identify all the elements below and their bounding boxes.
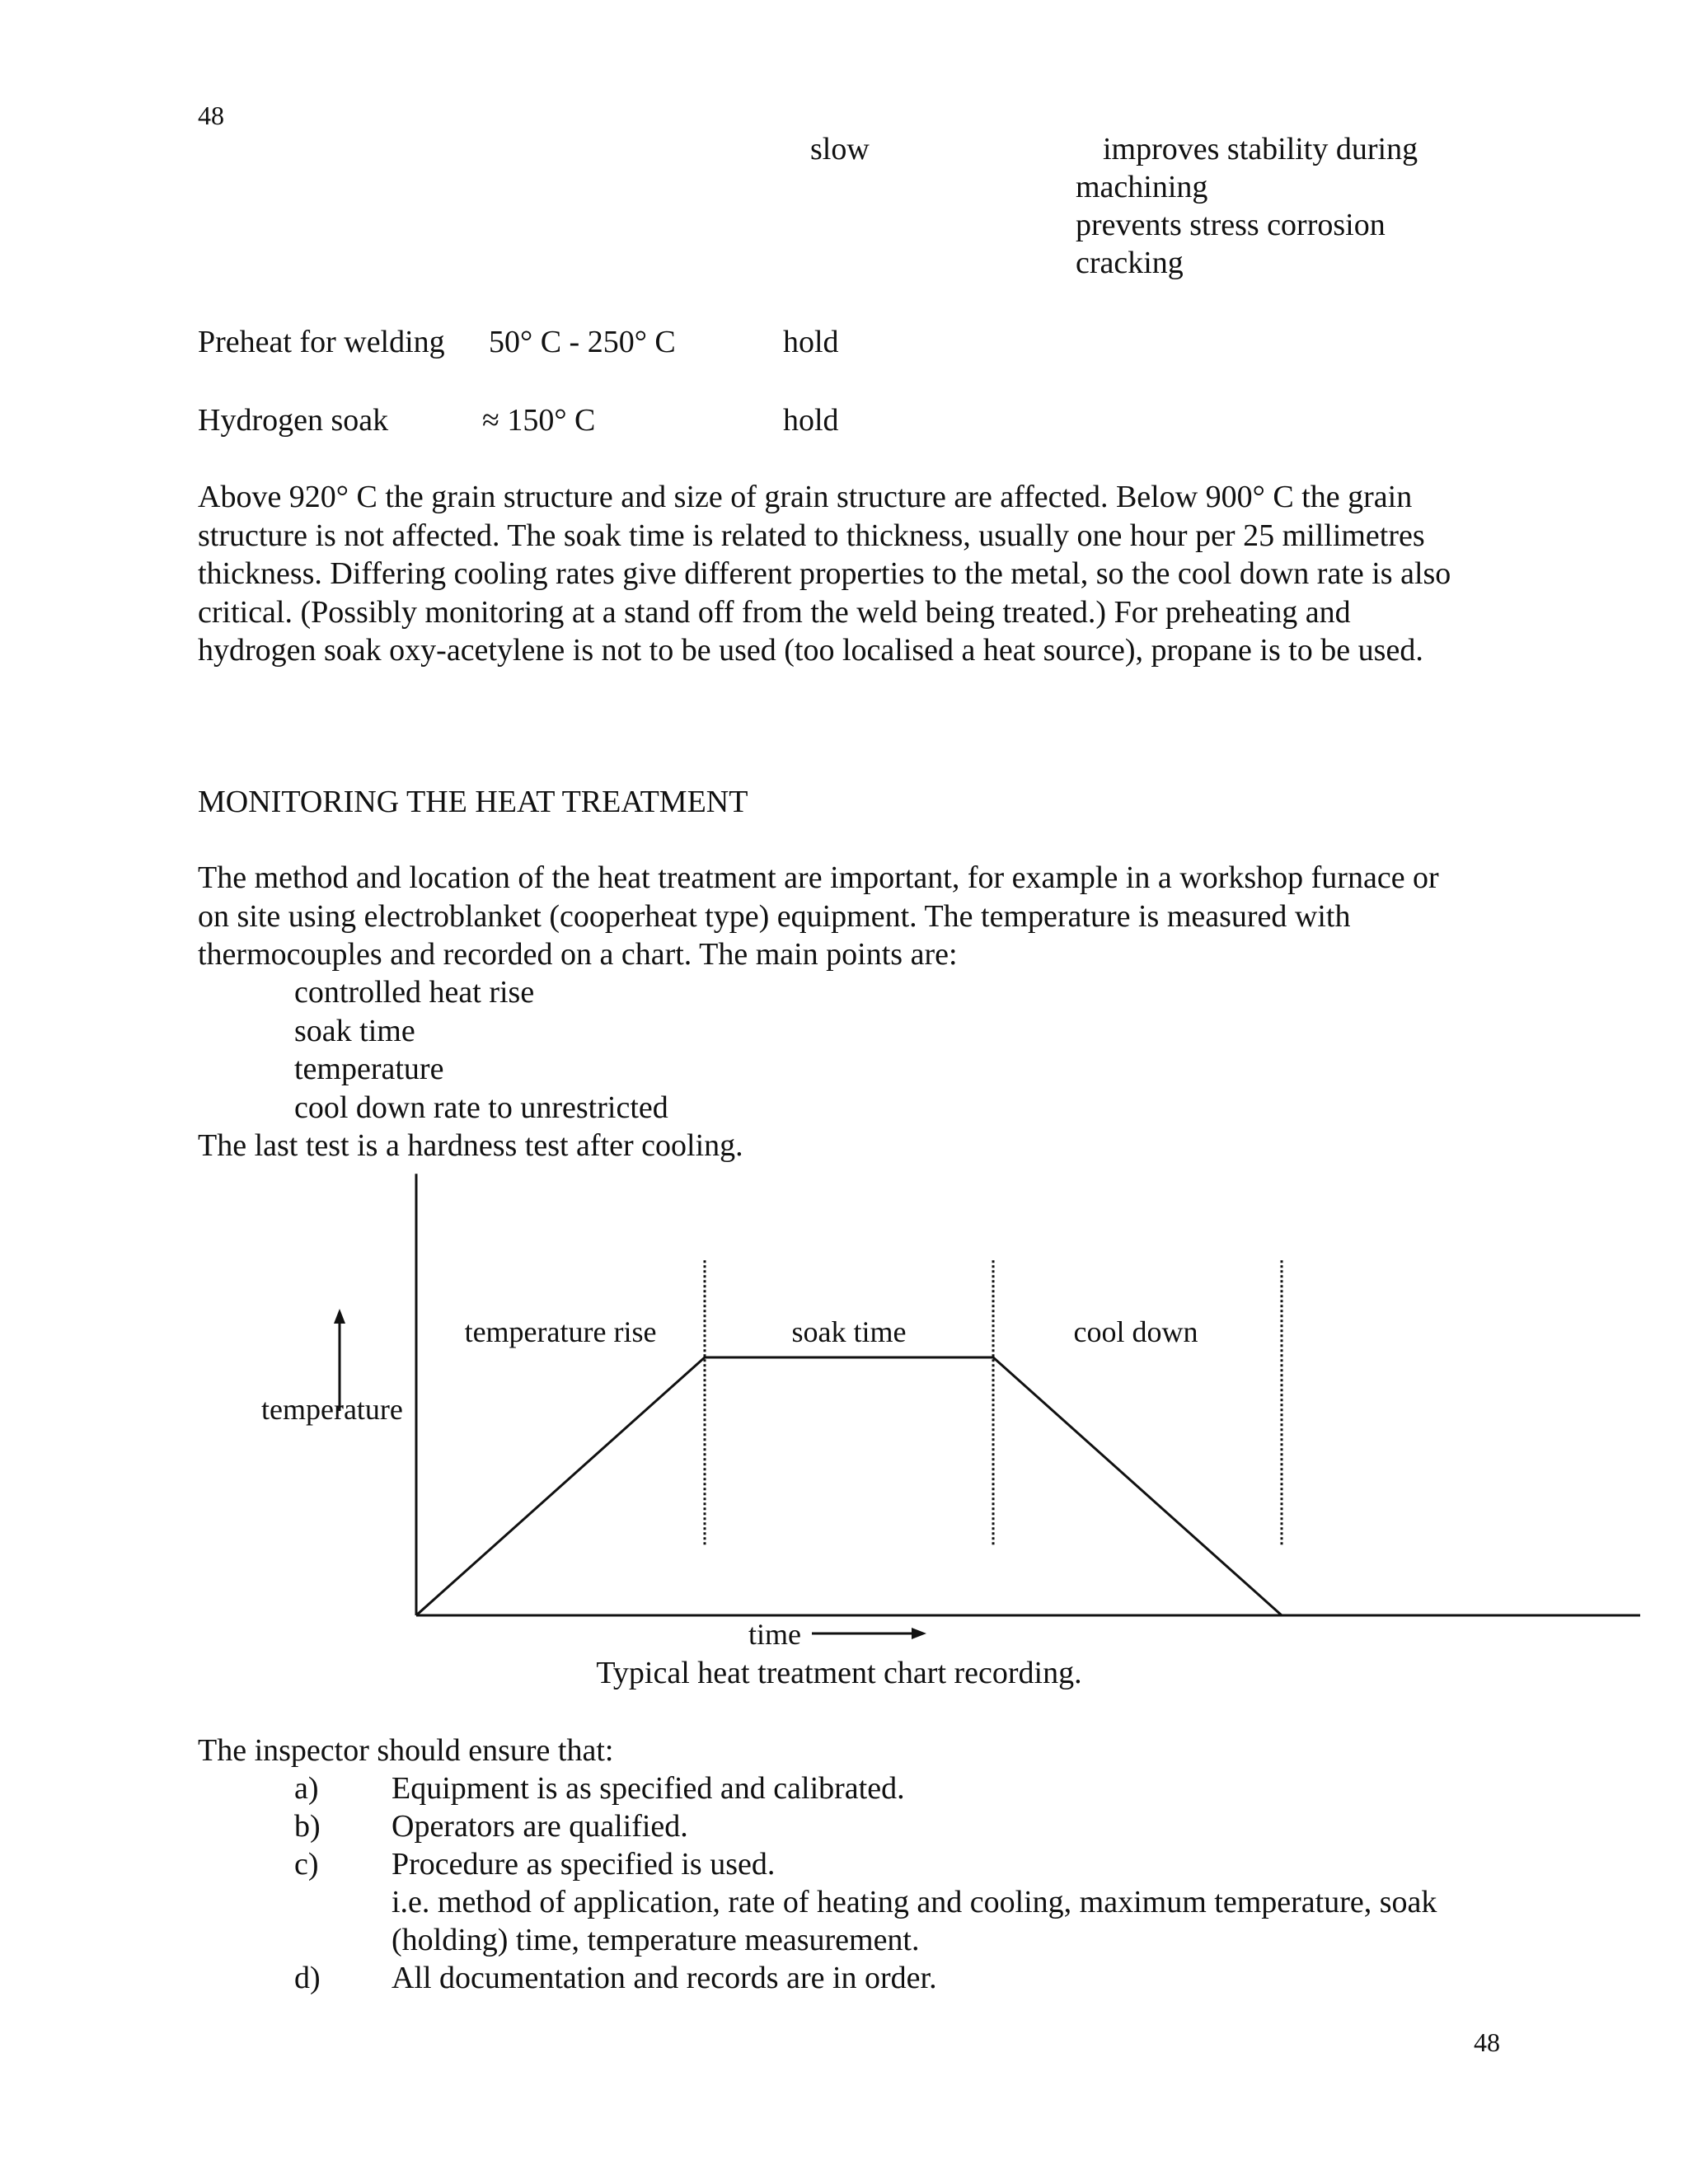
note-line-4: cracking — [1076, 246, 1184, 280]
paragraph-line: The method and location of the heat treatment are important, for example in a workshop furnace or — [198, 860, 1439, 895]
row-cooling: hold — [783, 325, 839, 359]
row-process: Hydrogen soak — [198, 403, 389, 438]
y-arrow-head — [334, 1309, 345, 1324]
list-item: cool down rate to unrestricted — [294, 1090, 668, 1125]
x-arrow-head — [912, 1628, 926, 1639]
item-text: Procedure as specified is used. — [392, 1847, 776, 1882]
item-marker: a) — [294, 1771, 319, 1806]
main-points-list — [294, 973, 668, 1127]
page-number-bottom: 48 — [1474, 2027, 1500, 2057]
chart-caption: Typical heat treatment chart recording. — [596, 1656, 1082, 1690]
item-marker: b) — [294, 1809, 321, 1844]
temperature-curve — [416, 1357, 1282, 1615]
note-line-3: prevents stress corrosion — [1076, 208, 1386, 242]
item-text: (holding) time, temperature measurement. — [392, 1923, 920, 1957]
note-line-2: machining — [1076, 170, 1208, 204]
phase-label: cool down — [1073, 1315, 1198, 1348]
item-marker: d) — [294, 1961, 321, 1995]
cooling-slow-label: slow — [810, 132, 870, 166]
row-temperature: ≈ 150° C — [482, 403, 596, 438]
grain-structure-paragraph — [198, 478, 1451, 670]
x-axis-label: time — [748, 1618, 801, 1651]
paragraph-line: thickness. Differing cooling rates give different properties to the metal, so the cool down rate is also — [198, 556, 1451, 591]
item-text: Operators are qualified. — [392, 1809, 688, 1844]
item-text: All documentation and records are in order. — [392, 1961, 937, 1995]
paragraph-line: on site using electroblanket (cooperheat type) equipment. The temperature is measured with — [198, 898, 1351, 934]
paragraph-line: structure is not affected. The soak time is related to thickness, usually one hour per 25 millimetres — [198, 518, 1425, 553]
row-cooling: hold — [783, 403, 839, 438]
paragraph-line: critical. (Possibly monitoring at a stand off from the weld being treated.) For preheating and — [198, 594, 1351, 630]
paragraph-line: hydrogen soak oxy-acetylene is not to be used (too localised a heat source), propane is to be used. — [198, 633, 1423, 668]
phase-label: temperature rise — [464, 1315, 657, 1348]
phase-label: soak time — [791, 1315, 907, 1348]
last-test-line: The last test is a hardness test after cooling. — [198, 1128, 743, 1163]
item-text: Equipment is as specified and calibrated. — [392, 1771, 905, 1806]
paragraph-line: Above 920° C the grain structure and size of grain structure are affected. Below 900° C the grain — [198, 480, 1413, 514]
list-item: soak time — [294, 1013, 415, 1048]
list-item: temperature — [294, 1052, 444, 1086]
note-line-1: improves stability during — [1103, 132, 1418, 166]
inspector-intro: The inspector should ensure that: — [198, 1733, 614, 1768]
list-item: controlled heat rise — [294, 975, 535, 1010]
row-temperature: 50° C - 250° C — [489, 325, 676, 359]
item-marker: c) — [294, 1847, 319, 1882]
page-number-top: 48 — [198, 101, 224, 130]
section-heading: MONITORING THE HEAT TREATMENT — [198, 785, 748, 819]
monitoring-paragraph — [198, 859, 1439, 974]
y-axis-label: temperature — [261, 1393, 403, 1426]
row-process: Preheat for welding — [198, 325, 445, 359]
item-text: i.e. method of application, rate of heating and cooling, maximum temperature, soak — [392, 1885, 1437, 1919]
paragraph-line: thermocouples and recorded on a chart. The main points are: — [198, 937, 958, 972]
